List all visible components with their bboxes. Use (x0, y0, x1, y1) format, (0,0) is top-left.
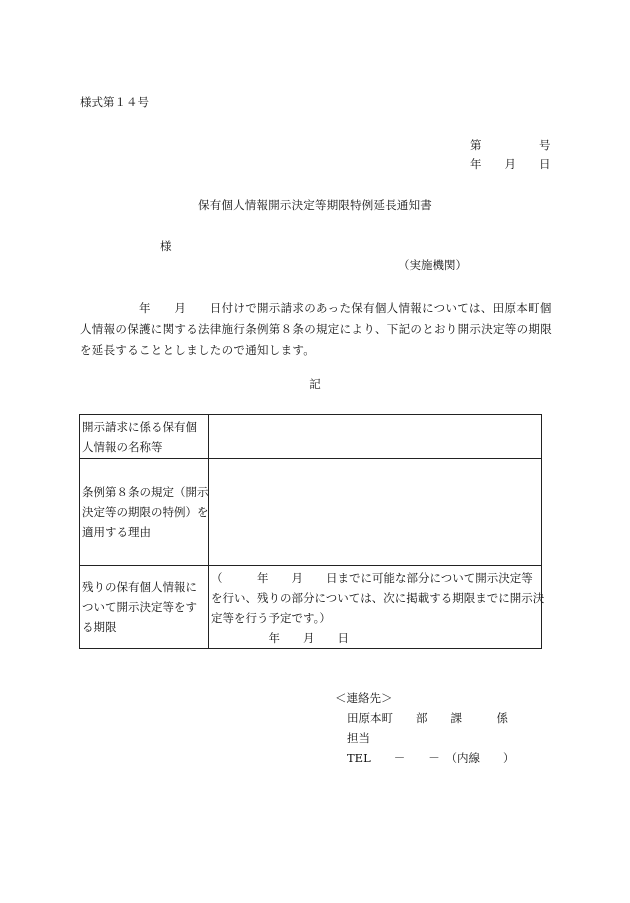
label-line: 開示請求に係る保有個 (82, 419, 197, 434)
value-line: 定等を行う予定です。） (211, 611, 331, 625)
label-line: 決定等の期限の特例）を (82, 505, 209, 519)
body-line: を延長することとしましたので通知します。 (80, 343, 316, 357)
label-line: 人情報の名称等 (82, 439, 163, 454)
contact-heading: ＜連絡先＞ (335, 691, 393, 705)
document-date: 年 月 日 (470, 157, 551, 171)
body-line: 年 月 日付けで開示請求のあった保有個人情報については、田原本町個 (80, 301, 552, 315)
contact-department: 田原本町 部 課 係 (347, 711, 508, 725)
table-row-reason (80, 459, 542, 566)
value-line: 年 月 日 (211, 631, 349, 645)
document-name-value[interactable] (209, 415, 542, 459)
value-line: を行い、残りの部分については、次に掲載する期限までに開示決 (211, 591, 545, 605)
label-line: る期限 (82, 620, 117, 634)
details-table (79, 414, 545, 649)
table-row-deadline (80, 566, 542, 649)
label-line: 条例第８条の規定（開示 (82, 485, 209, 499)
document-number: 第 号 (470, 138, 551, 152)
contact-telephone: TEL － － （内線 ） (347, 751, 515, 765)
table-label (80, 459, 209, 566)
deadline-value[interactable] (209, 566, 545, 649)
implementing-agency: （実施機関） (398, 258, 467, 272)
ki-heading: 記 (309, 377, 321, 391)
addressee: 様 (160, 239, 172, 253)
table-label (80, 566, 209, 649)
label-line: 適用する理由 (82, 525, 151, 539)
table-row-document-name (80, 415, 542, 459)
contact-block (335, 688, 514, 768)
body-line: 人情報の保護に関する法律施行条例第８条の規定により、下記のとおり開示決定等の期限 (80, 322, 552, 336)
value-line: （ 年 月 日までに可能な部分について開示決定等 (211, 571, 533, 585)
form-number: 様式第１４号 (80, 95, 149, 109)
table-label (80, 415, 209, 459)
label-line: ついて開示決定等をす (82, 600, 197, 614)
contact-person: 担当 (347, 731, 370, 745)
label-line: 残りの保有個人情報に (82, 580, 197, 594)
reason-value[interactable] (209, 459, 542, 566)
notice-body (80, 298, 550, 361)
document-title: 保有個人情報開示決定等期限特例延長通知書 (198, 198, 432, 212)
